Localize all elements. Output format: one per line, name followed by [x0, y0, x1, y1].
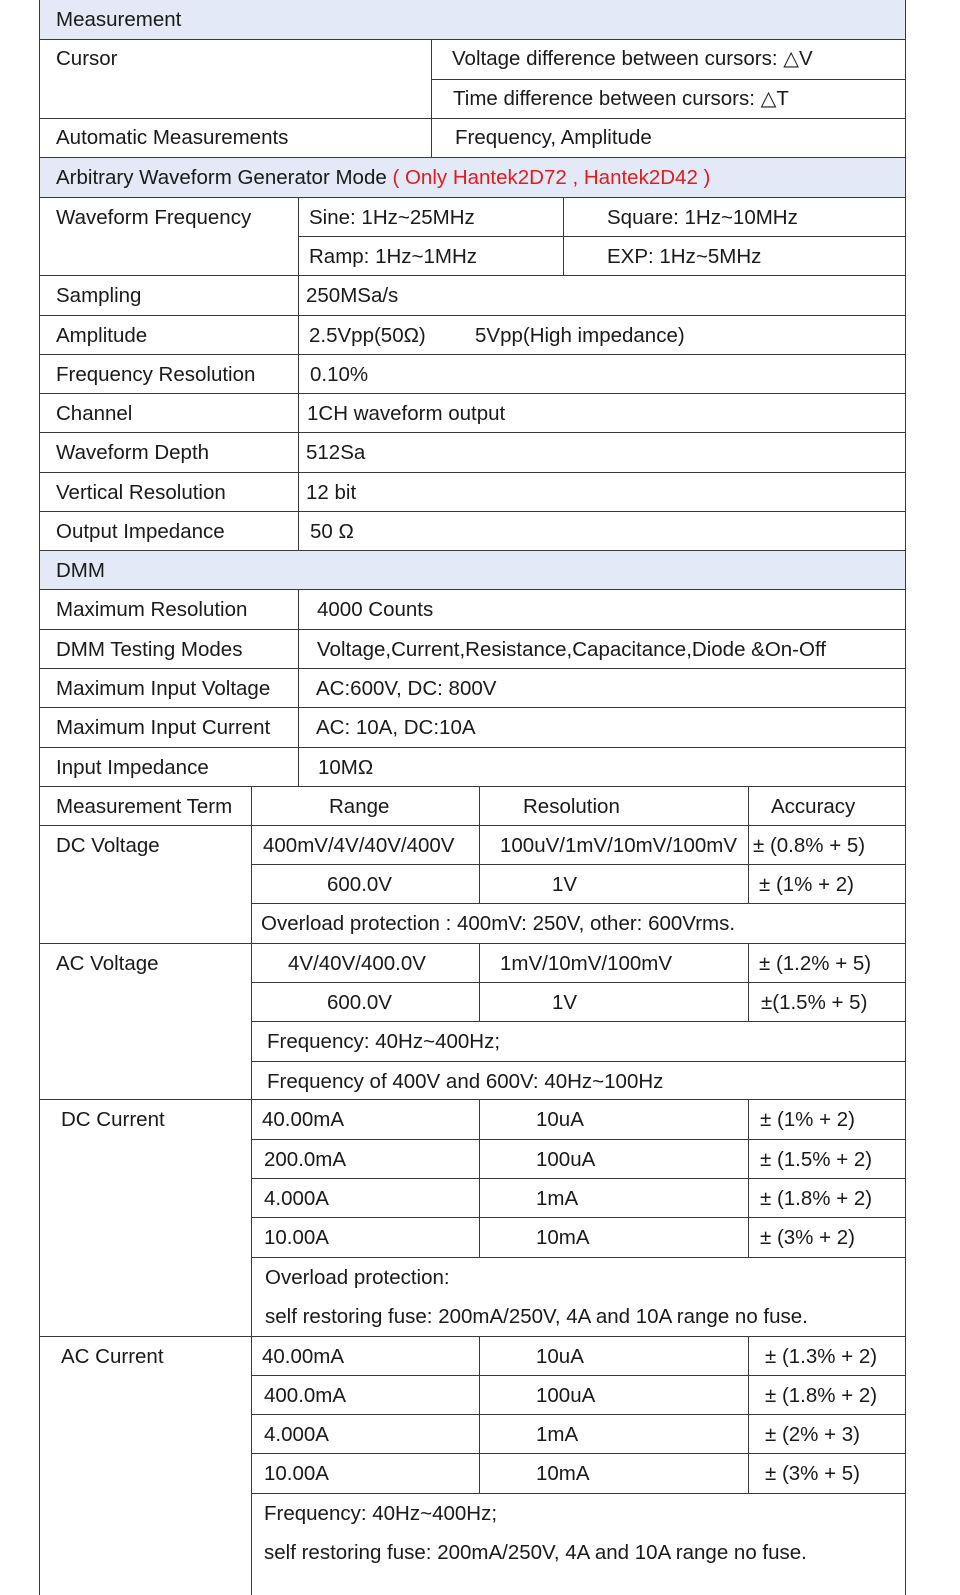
ac-current-note-1: Frequency: 40Hz~400Hz; [264, 1502, 498, 1525]
ac-voltage-label: AC Voltage [56, 952, 159, 975]
cursor-label: Cursor [56, 47, 118, 70]
table-cell: ±(1.5% + 5) [761, 991, 868, 1014]
channel-label: Channel [56, 402, 133, 425]
table-cell: 100uV/1mV/10mV/100mV [500, 834, 738, 857]
ac-current-label: AC Current [61, 1345, 164, 1368]
cursor-voltage: Voltage difference between cursors: △V [452, 47, 813, 70]
table-cell: 100uA [536, 1384, 596, 1407]
dc-voltage-note: Overload protection : 400mV: 250V, other: 600Vrms. [261, 912, 736, 935]
table-cell: 10mA [536, 1462, 590, 1485]
ac-voltage-note-2: Frequency of 400V and 600V: 40Hz~100Hz [267, 1070, 664, 1093]
table-cell: 40.00mA [262, 1108, 345, 1131]
table-cell: 600.0V [327, 873, 392, 896]
output-impedance-label: Output Impedance [56, 520, 225, 543]
dmm-header: DMM [39, 551, 906, 590]
ac-current-note-2: self restoring fuse: 200mA/250V, 4A and 10A range no fuse. [264, 1541, 807, 1564]
col-resolution: Resolution [523, 795, 620, 818]
sampling-label: Sampling [56, 284, 142, 307]
col-accuracy: Accuracy [771, 795, 856, 818]
dc-current-note-1: Overload protection: [265, 1266, 450, 1289]
table-cell: 1mA [536, 1423, 579, 1446]
table-cell: 10mA [536, 1226, 590, 1249]
table-cell: ± (1.8% + 2) [760, 1187, 873, 1210]
table-cell: ± (1% + 2) [760, 1108, 855, 1131]
measurement-header: Measurement [39, 0, 906, 39]
table-cell: 100uA [536, 1148, 596, 1171]
max-resolution-label: Maximum Resolution [56, 598, 248, 621]
output-impedance-value: 50 Ω [310, 520, 354, 543]
freq-resolution-label: Frequency Resolution [56, 363, 256, 386]
cursor-time: Time difference between cursors: △T [453, 87, 789, 110]
sine-range: Sine: 1Hz~25MHz [309, 206, 475, 229]
sampling-value: 250MSa/s [306, 284, 399, 307]
table-cell: ± (2% + 3) [765, 1423, 860, 1446]
table-cell: 10uA [536, 1108, 584, 1131]
table-cell: ± (3% + 2) [760, 1226, 855, 1249]
table-cell: 4.000A [264, 1423, 329, 1446]
freq-resolution-value: 0.10% [310, 363, 369, 386]
table-cell: 4V/40V/400.0V [288, 952, 426, 975]
input-impedance-value: 10MΩ [318, 756, 374, 779]
table-cell: ± (0.8% + 5) [753, 834, 866, 857]
awg-header-title: Arbitrary Waveform Generator Mode [56, 166, 387, 189]
max-input-current-value: AC: 10A, DC:10A [316, 716, 476, 739]
exp-range: EXP: 1Hz~5MHz [607, 245, 762, 268]
amplitude-label: Amplitude [56, 324, 148, 347]
table-cell: 1V [552, 873, 578, 896]
max-input-voltage-value: AC:600V, DC: 800V [316, 677, 497, 700]
table-cell: 10uA [536, 1345, 584, 1368]
table-cell: 1mA [536, 1187, 579, 1210]
table-cell: 1V [552, 991, 578, 1014]
awg-header-note: ( Only Hantek2D72 , Hantek2D42 ) [386, 166, 711, 189]
input-impedance-label: Input Impedance [56, 756, 209, 779]
table-cell: 10.00A [264, 1462, 329, 1485]
table-cell: 4.000A [264, 1187, 329, 1210]
dc-current-label: DC Current [61, 1108, 165, 1131]
dmm-modes-label: DMM Testing Modes [56, 638, 243, 661]
auto-measure-value: Frequency, Amplitude [455, 126, 652, 149]
auto-measure-label: Automatic Measurements [56, 126, 289, 149]
max-input-voltage-label: Maximum Input Voltage [56, 677, 271, 700]
col-range: Range [329, 795, 390, 818]
table-cell: ± (1.5% + 2) [760, 1148, 873, 1171]
table-cell: 1mV/10mV/100mV [500, 952, 673, 975]
table-cell: ± (1.8% + 2) [765, 1384, 878, 1407]
col-measurement-term: Measurement Term [56, 795, 233, 818]
max-resolution-value: 4000 Counts [317, 598, 434, 621]
max-input-current-label: Maximum Input Current [56, 716, 271, 739]
waveform-depth-label: Waveform Depth [56, 441, 210, 464]
table-cell: 400mV/4V/40V/400V [263, 834, 455, 857]
square-range: Square: 1Hz~10MHz [607, 206, 798, 229]
table-cell: 200.0mA [264, 1148, 347, 1171]
ac-voltage-note-1: Frequency: 40Hz~400Hz; [267, 1030, 501, 1053]
amplitude-value: 2.5Vpp(50Ω) [309, 324, 426, 347]
waveform-depth-value: 512Sa [306, 441, 366, 464]
awg-header [39, 158, 906, 197]
table-cell: 400.0mA [264, 1384, 347, 1407]
dmm-modes-value: Voltage,Current,Resistance,Capacitance,Diode &On-Off [317, 638, 826, 661]
table-cell: 600.0V [327, 991, 392, 1014]
vertical-resolution-label: Vertical Resolution [56, 481, 226, 504]
vertical-resolution-value: 12 bit [306, 481, 357, 504]
table-cell: ± (3% + 5) [765, 1462, 860, 1485]
dc-voltage-label: DC Voltage [56, 834, 160, 857]
table-cell: 10.00A [264, 1226, 329, 1249]
waveform-frequency-label: Waveform Frequency [56, 206, 252, 229]
channel-value: 1CH waveform output [307, 402, 506, 425]
ramp-range: Ramp: 1Hz~1MHz [309, 245, 478, 268]
table-cell: ± (1.3% + 2) [765, 1345, 878, 1368]
dc-current-note-2: self restoring fuse: 200mA/250V, 4A and 10A range no fuse. [265, 1305, 808, 1328]
amplitude-value-high-z: 5Vpp(High impedance) [475, 324, 685, 347]
table-cell: ± (1.2% + 5) [759, 952, 872, 975]
table-cell: ± (1% + 2) [759, 873, 854, 896]
table-cell: 40.00mA [262, 1345, 345, 1368]
